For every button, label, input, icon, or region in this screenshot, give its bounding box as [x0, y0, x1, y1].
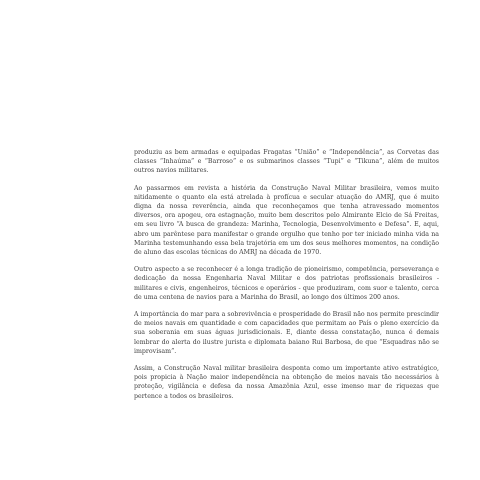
paragraph: Assim, a Construção Naval militar brasileira desponta como um importante ativo estratégico, pois propicia à Nação maior independência na obtenção de meios navais tão necessários à proteção, vigilância e defesa da nossa Amazônia Azul, esse imenso mar de riquezas que pertence a todos os brasileiros.: [134, 365, 439, 400]
paragraph: Outro aspecto a se reconhecer é a longa tradição de pioneirismo, competência, perseverança e dedicação da nossa Engenharia Naval Militar e dos patriotas profissionais brasileiros - militares e civis, engenheiros, técnicos e operários - que produziram, com suor e talento, cerca de uma centena de navios para a Marinha do Brasil, ao longo dos últimos 200 anos.: [134, 266, 439, 301]
paragraph: produziu as bem armadas e equipadas Fragatas “União” e “Independência”, as Corvetas das classes “Inhaúma” e “Barroso” e os submarinos classes “Tupi” e “Tikuna”, além de muitos outros navios militares.: [134, 149, 439, 175]
body-text: [134, 148, 439, 409]
paragraph: A importância do mar para a sobrevivência e prosperidade do Brasil não nos permite prescindir de meios navais em quantidade e com capacidades que permitam ao País o pleno exercício da sua soberania em suas águas jurisdicionais. E, diante dessa constatação, nunca é demais lembrar do alerta do ilustre jurista e diplomata baiano Rui Barbosa, de que “Esquadras não se improvisam”.: [134, 311, 439, 355]
paragraph: Ao passarmos em revista a história da Construção Naval Militar brasileira, vemos muito nitidamente o quanto ela está atrelada à profícua e secular atuação do AMRJ, que é muito digna da nossa reverência, ainda que reconheçamos que tenha atravessado momentos diversos, ora apogeu, ora estagnação, muito bem descritos pelo Almirante Elcio de Sá Freitas, em seu livro “A busca de grandeza: Marinha, Tecnologia, Desenvolvimento e Defesa”. E, aqui, abro um parêntese para manifestar o grande orgulho que tenho por ter iniciado minha vida na Marinha testemunhando essa bela trajetória em um dos seus melhores momentos, na condição de aluno das escolas técnicas do AMRJ na década de 1970.: [134, 184, 439, 257]
